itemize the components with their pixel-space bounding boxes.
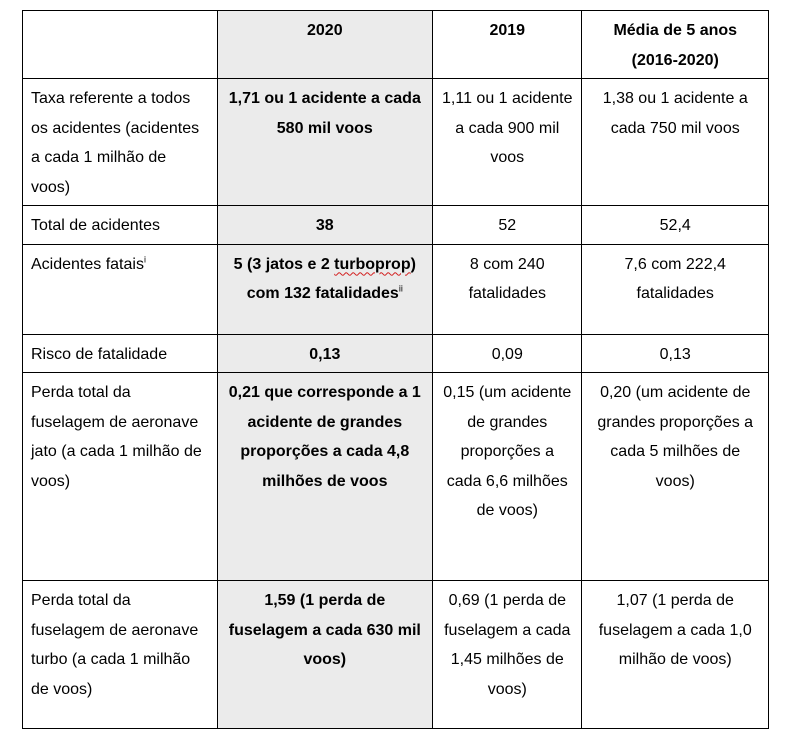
value-2019: 0,15 (um acidente de grandes proporções a cada 6,6 milhões de voos) [433, 373, 582, 581]
value-5yr-average: 1,38 ou 1 acidente a cada 750 mil voos [582, 79, 769, 206]
header-row [23, 11, 769, 79]
value-2020-part-c: ) com 132 fatalidades [246, 255, 416, 302]
table-row-fatal-accidents [23, 244, 769, 334]
value-2019: 52 [433, 206, 582, 245]
value-2019: 0,09 [433, 334, 582, 373]
row-label: Risco de fatalidade [23, 334, 218, 373]
value-5yr-average: 7,6 com 222,4 fatalidades [582, 244, 769, 334]
row-label: Acidentes fatais [31, 255, 144, 273]
row-label: Perda total da fuselagem de aeronave turbo (a cada 1 milhão de voos) [23, 581, 218, 729]
row-label-cell [23, 244, 218, 334]
value-2020: 38 [217, 206, 433, 245]
value-2019: 1,11 ou 1 acidente a cada 900 mil voos [433, 79, 582, 206]
value-5yr-average: 0,13 [582, 334, 769, 373]
value-2019: 0,69 (1 perda de fuselagem a cada 1,45 milhões de voos) [433, 581, 582, 729]
table-row-total-accidents [23, 206, 769, 245]
table-row-fatality-risk [23, 334, 769, 373]
value-2020: 1,71 ou 1 acidente a cada 580 mil voos [217, 79, 433, 206]
value-5yr-average: 1,07 (1 perda de fuselagem a cada 1,0 milhão de voos) [582, 581, 769, 729]
footnote-marker-ii: ii [398, 283, 403, 294]
header-5yr-average: Média de 5 anos (2016-2020) [582, 11, 769, 79]
table-row-all-accidents-rate [23, 79, 769, 206]
row-label: Taxa referente a todos os acidentes (acidentes a cada 1 milhão de voos) [23, 79, 218, 206]
safety-statistics-table [22, 10, 769, 729]
value-2020-spellcheck-word: turboprop [334, 255, 411, 273]
header-2019: 2019 [433, 11, 582, 79]
row-label: Perda total da fuselagem de aeronave jato (a cada 1 milhão de voos) [23, 373, 218, 581]
value-5yr-average: 52,4 [582, 206, 769, 245]
footnote-marker-i: i [143, 254, 146, 265]
table-row-turbo-hull-loss [23, 581, 769, 729]
value-2020: 0,21 que corresponde a 1 acidente de grandes proporções a cada 4,8 milhões de voos [217, 373, 433, 581]
value-2020: 0,13 [217, 334, 433, 373]
value-2020-cell [217, 244, 433, 334]
header-empty-cell [23, 11, 218, 79]
table-row-jet-hull-loss [23, 373, 769, 581]
value-2020-part-a: 5 (3 jatos e 2 [233, 255, 330, 273]
value-5yr-average: 0,20 (um acidente de grandes proporções a cada 5 milhões de voos) [582, 373, 769, 581]
row-label: Total de acidentes [23, 206, 218, 245]
value-2020: 1,59 (1 perda de fuselagem a cada 630 mil voos) [217, 581, 433, 729]
header-2020: 2020 [217, 11, 433, 79]
value-2019: 8 com 240 fatalidades [433, 244, 582, 334]
